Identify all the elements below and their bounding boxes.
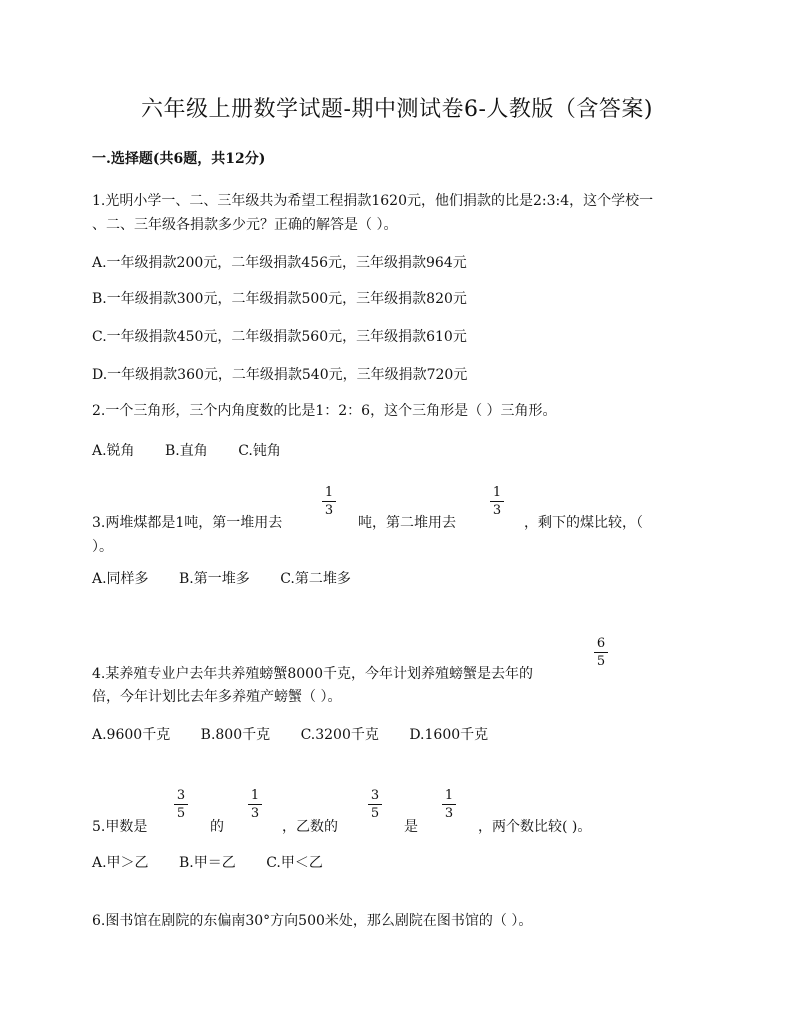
fraction-numerator: 1	[444, 788, 454, 803]
question-5-part-a: 5.甲数是	[92, 819, 148, 835]
question-5-part-d: 是	[404, 819, 418, 835]
question-5-part-e: ，两个数比较( )。	[478, 819, 592, 835]
question-1-option-c: C.一年级捐款450元，二年级捐款560元，三年级捐款610元	[92, 329, 467, 345]
question-2-option-a: A.锐角	[92, 443, 135, 459]
fraction-bar	[442, 804, 456, 805]
question-2-option-b: B.直角	[165, 443, 208, 459]
question-3-part-a: 3.两堆煤都是1吨，第一堆用去	[92, 515, 283, 531]
question-5-option-c: C.甲＜乙	[266, 855, 323, 871]
fraction-numerator: 6	[596, 636, 606, 651]
question-4-option-a: A.9600千克	[92, 727, 171, 743]
question-3-option-c: C.第二堆多	[280, 571, 351, 587]
question-4-fraction-1	[594, 636, 608, 669]
question-3-options	[92, 568, 377, 588]
question-1-line-1: 1.光明小学一、二、三年级共为希望工程捐款1620元，他们捐款的比是2:3:4，这个学校一	[92, 193, 654, 209]
question-3-option-a: A.同样多	[92, 571, 149, 587]
fraction-denominator: 3	[324, 503, 334, 518]
question-5-option-b: B.甲＝乙	[179, 855, 236, 871]
fraction-denominator: 3	[444, 806, 454, 821]
question-1-option-d: D.一年级捐款360元，二年级捐款540元，三年级捐款720元	[92, 367, 468, 383]
question-1-option-a: A.一年级捐款200元，二年级捐款456元，三年级捐款964元	[92, 255, 467, 271]
fraction-denominator: 3	[492, 503, 502, 518]
fraction-denominator: 3	[250, 806, 260, 821]
question-5-fraction-1	[174, 788, 188, 821]
fraction-numerator: 3	[370, 788, 380, 803]
fraction-numerator: 1	[492, 485, 502, 500]
question-3-part-b: 吨，第二堆用去	[358, 515, 456, 531]
question-3-part-c: ，剩下的煤比较，（	[524, 515, 643, 531]
question-4-option-b: B.800千克	[200, 727, 271, 743]
fraction-numerator: 1	[324, 485, 334, 500]
fraction-denominator: 5	[370, 806, 380, 821]
fraction-denominator: 5	[176, 806, 186, 821]
question-4-option-c: C.3200千克	[300, 727, 379, 743]
question-3-option-b: B.第一堆多	[179, 571, 250, 587]
question-4-option-d: D.1600千克	[409, 727, 489, 743]
question-5-fraction-4	[442, 788, 456, 821]
question-5-option-a: A.甲＞乙	[92, 855, 149, 871]
question-4-line-1: 4.某养殖专业户去年共养殖螃蟹8000千克，今年计划养殖螃蟹是去年的	[92, 666, 533, 682]
question-5-fraction-3	[368, 788, 382, 821]
question-5-fraction-2	[248, 788, 262, 821]
fraction-bar	[174, 804, 188, 805]
question-5-part-c: ，乙数的	[282, 819, 338, 835]
question-5-part-b: 的	[210, 819, 224, 835]
question-5-options	[92, 852, 349, 872]
fraction-bar	[594, 652, 608, 653]
fraction-bar	[322, 501, 336, 502]
question-4-options	[92, 724, 514, 744]
fraction-numerator: 3	[176, 788, 186, 803]
question-3-line-2: ）。	[92, 539, 113, 555]
question-1-option-b: B.一年级捐款300元，二年级捐款500元，三年级捐款820元	[92, 291, 467, 307]
question-2-line-1: 2.一个三角形，三个内角度数的比是1：2：6，这个三角形是（ ）三角形。	[92, 403, 557, 419]
fraction-bar	[368, 804, 382, 805]
question-2-options	[92, 440, 307, 460]
fraction-bar	[490, 501, 504, 502]
question-3-fraction-1	[322, 485, 336, 518]
question-2-option-c: C.钝角	[238, 443, 281, 459]
question-6-line-1: 6.图书馆在剧院的东偏南30°方向500米处，那么剧院在图书馆的（ ）。	[92, 913, 533, 929]
section-heading: 一.选择题(共6题，共12分)	[92, 151, 266, 167]
fraction-denominator: 5	[596, 654, 606, 669]
question-4-line-2: 倍，今年计划比去年多养殖产螃蟹（ ）。	[92, 689, 342, 705]
fraction-numerator: 1	[250, 788, 260, 803]
question-1-line-2: 、二、三年级各捐款多少元？正确的解答是（ ）。	[92, 217, 398, 233]
page-title: 六年级上册数学试题-期中测试卷6-人教版（含答案)	[141, 97, 653, 122]
question-3-fraction-2	[490, 485, 504, 518]
fraction-bar	[248, 804, 262, 805]
